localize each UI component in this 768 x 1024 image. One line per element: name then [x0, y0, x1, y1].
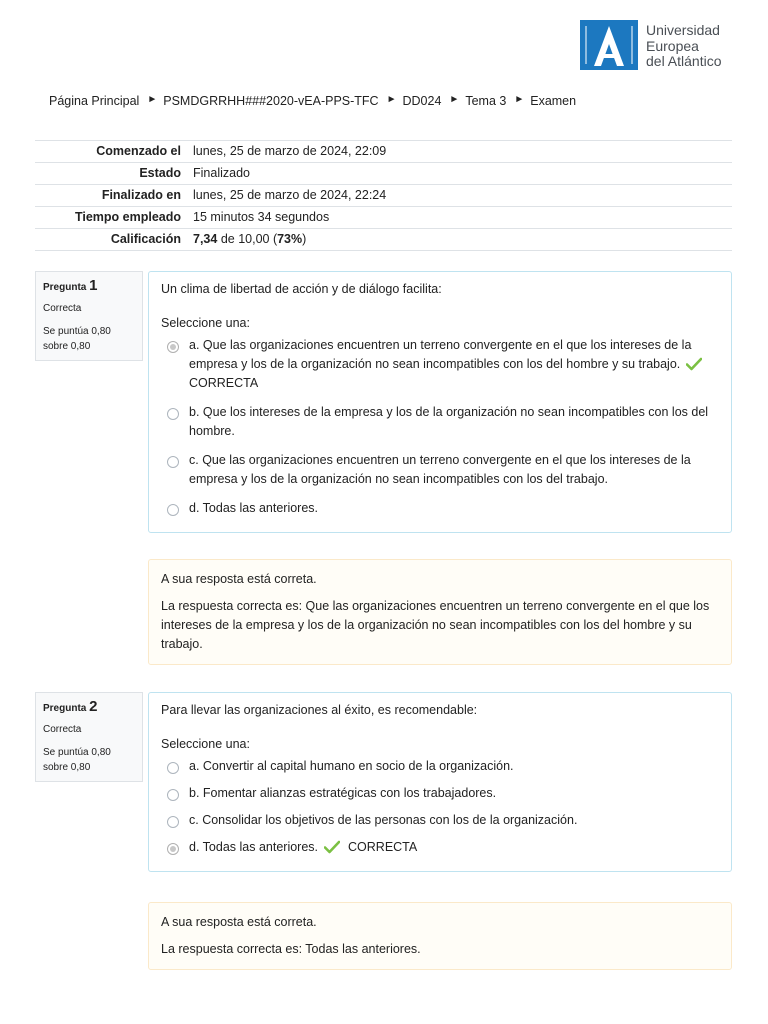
option-label: c. Consolidar los objetivos de las personas con los de la organización. — [189, 813, 578, 827]
breadcrumb-section[interactable]: DD024 — [402, 94, 442, 108]
breadcrumb-home[interactable]: Página Principal — [49, 94, 140, 108]
check-icon — [324, 840, 340, 854]
summary-row-started — [35, 141, 732, 163]
summary-row-grade — [35, 229, 732, 251]
brand-line-2: Europea — [646, 37, 699, 54]
answer-option[interactable] — [161, 757, 719, 776]
breadcrumb-topic[interactable]: Tema 3 — [465, 94, 507, 108]
university-name — [646, 23, 722, 70]
question-info — [35, 692, 143, 782]
answer-prompt: Seleccione una: — [161, 737, 250, 751]
right-answer-text: La respuesta correcta es: Que las organizaciones encuentren un terreno convergente en el que los intereses de la empresa y los de la organización no sean incompatibles con los del hombre y su trabajo. — [161, 599, 710, 651]
radio-button[interactable] — [167, 789, 179, 801]
question-number — [43, 278, 135, 295]
brand-line-1: Universidad — [646, 22, 720, 38]
correct-mark: CORRECTA — [189, 376, 259, 390]
summary-value: 15 minutos 34 segundos — [193, 210, 330, 224]
breadcrumb-separator: ► — [449, 94, 460, 105]
answer-feedback — [148, 559, 732, 665]
question-text: Un clima de libertad de acción y de diálogo facilita: — [161, 282, 442, 296]
summary-row-time — [35, 207, 732, 229]
question-label: Pregunta — [43, 703, 87, 714]
grade-percent: 73% — [277, 232, 303, 246]
summary-label: Finalizado en — [101, 188, 181, 202]
option-label: d. Todas las anteriores. — [189, 840, 319, 854]
answer-option[interactable] — [161, 811, 719, 830]
check-icon — [686, 357, 702, 371]
option-label: c. Que las organizaciones encuentren un terreno convergente en el que los intereses de la empresa y los de la organización no sean incompatibles con los del trabajo. — [189, 453, 691, 486]
option-label: b. Que los intereses de la empresa y los de la organización no sean incompatibles con los del hombre. — [189, 405, 709, 438]
question-number-value: 2 — [89, 698, 98, 715]
summary-label: Comenzado el — [96, 144, 181, 158]
question-grade: Se puntúa 0,80 sobre 0,80 — [43, 326, 111, 352]
answer-option[interactable] — [161, 451, 719, 489]
radio-button[interactable] — [167, 816, 179, 828]
feedback-text: A sua resposta está correta. — [161, 572, 317, 586]
answer-option[interactable] — [161, 499, 719, 518]
brand-line-3: del Atlántico — [646, 53, 722, 69]
radio-button[interactable] — [167, 408, 179, 420]
answer-prompt: Seleccione una: — [161, 316, 250, 330]
breadcrumb-separator: ► — [147, 94, 158, 105]
feedback-text: A sua resposta está correta. — [161, 915, 317, 929]
question-text: Para llevar las organizaciones al éxito, es recomendable: — [161, 703, 478, 717]
question-state: Correcta — [43, 724, 82, 735]
summary-label: Calificación — [110, 232, 181, 246]
radio-button-checked[interactable] — [167, 843, 179, 855]
summary-value: lunes, 25 de marzo de 2024, 22:24 — [193, 188, 387, 202]
summary-value — [187, 229, 732, 251]
option-label: a. Convertir al capital humano en socio de la organización. — [189, 759, 514, 773]
university-logo[interactable] — [580, 20, 722, 70]
option-label: b. Fomentar alianzas estratégicas con los trabajadores. — [189, 786, 497, 800]
summary-value: lunes, 25 de marzo de 2024, 22:09 — [193, 144, 387, 158]
summary-label: Tiempo empleado — [74, 210, 181, 224]
summary-row-state — [35, 163, 732, 185]
question-info — [35, 271, 143, 361]
breadcrumb-separator: ► — [386, 94, 397, 105]
correct-mark: CORRECTA — [348, 840, 418, 854]
radio-button[interactable] — [167, 504, 179, 516]
answer-feedback — [148, 902, 732, 970]
answer-option[interactable] — [161, 403, 719, 441]
option-label: a. Que las organizaciones encuentren un terreno convergente en el que los intereses de la empresa y los de la organización no sean incompatibles con los del hombre y su trabajo. — [189, 338, 692, 371]
grade-end: ) — [302, 232, 307, 246]
answer-option[interactable] — [161, 784, 719, 803]
summary-label: Estado — [139, 166, 181, 180]
breadcrumb — [49, 94, 576, 108]
grade-score: 7,34 — [193, 232, 218, 246]
answer-option[interactable] — [161, 838, 719, 857]
right-answer-text: La respuesta correcta es: Todas las anteriores. — [161, 942, 421, 956]
breadcrumb-separator: ► — [514, 94, 525, 105]
university-logo-mark — [580, 20, 638, 70]
question-number — [43, 699, 135, 716]
radio-button-checked[interactable] — [167, 341, 179, 353]
grade-mid: de 10,00 ( — [217, 232, 278, 246]
breadcrumb-course[interactable]: PSMDGRRHH###2020-vEA-PPS-TFC — [163, 94, 379, 108]
question-content — [148, 692, 732, 872]
summary-value: Finalizado — [193, 166, 250, 180]
summary-row-finished — [35, 185, 732, 207]
question-state: Correcta — [43, 303, 82, 314]
question-content — [148, 271, 732, 533]
radio-button[interactable] — [167, 762, 179, 774]
question-label: Pregunta — [43, 282, 87, 293]
question-number-value: 1 — [89, 277, 98, 294]
attempt-summary-table — [35, 140, 732, 251]
option-label: d. Todas las anteriores. — [189, 501, 319, 515]
breadcrumb-exam[interactable]: Examen — [530, 94, 577, 108]
answer-option[interactable] — [161, 336, 719, 393]
question-grade: Se puntúa 0,80 sobre 0,80 — [43, 747, 111, 773]
radio-button[interactable] — [167, 456, 179, 468]
